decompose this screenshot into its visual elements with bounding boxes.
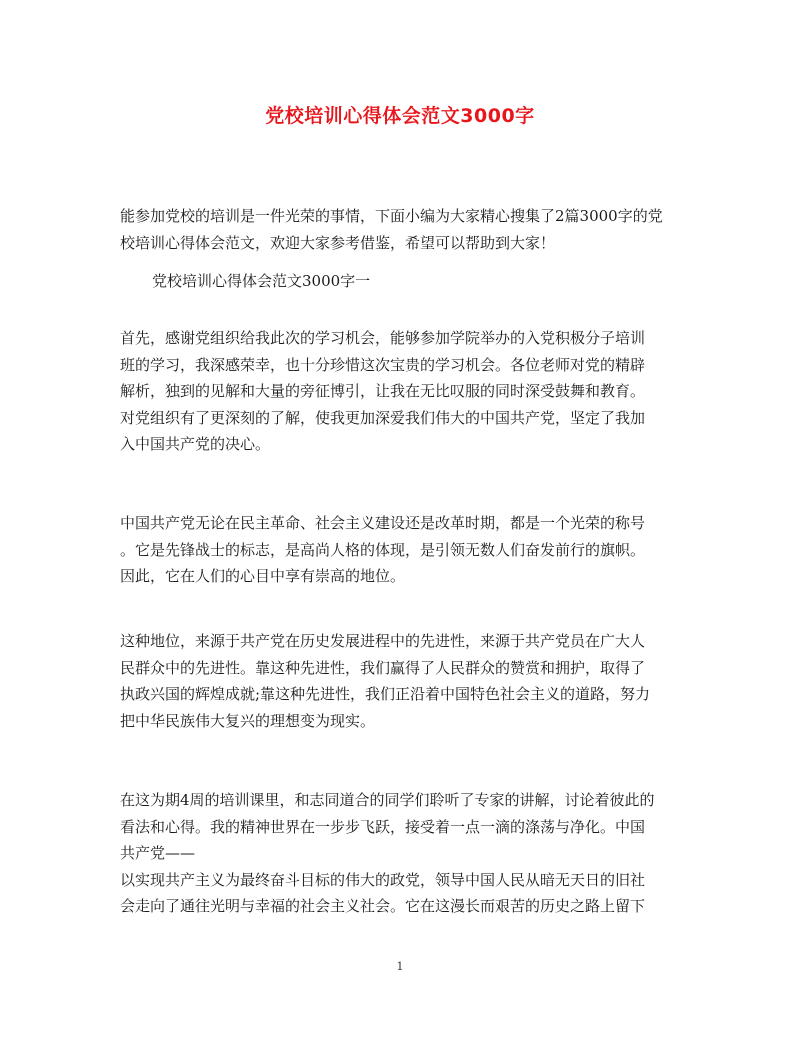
page-number: 1 <box>396 960 404 973</box>
text-line: 共产党—— <box>120 844 196 862</box>
text-line: 把中华民族伟大复兴的理想变为现实。 <box>120 711 376 730</box>
intro-paragraph <box>120 203 680 256</box>
text-line: 能参加党校的培训是一件光荣的事情，下面小编为大家精心搜集了2篇3000字的党 <box>120 207 663 225</box>
text-line: 民群众中的先进性。靠这种先进性，我们赢得了人民群众的赞赏和拥护，取得了 <box>120 658 646 677</box>
text-line: 校培训心得体会范文，欢迎大家参考借鉴，希望可以帮助到大家！ <box>120 233 556 252</box>
text-line: 以实现共产主义为最终奋斗目标的伟大的政党，领导中国人民从暗无天日的旧社 <box>120 870 646 889</box>
paragraph-4 <box>120 787 680 920</box>
text-line: 入中国共产党的决心。 <box>120 435 271 453</box>
text-line: 班的学习，我深感荣幸，也十分珍惜这次宝贵的学习机会。各位老师对党的精辟 <box>120 355 646 374</box>
text-line: 在这为期4周的培训课里，和志同道合的同学们聆听了专家的讲解，讨论着彼此的 <box>120 791 655 809</box>
text-line: 解析，独到的见解和大量的旁征博引，让我在无比叹服的同时深受鼓舞和教育。 <box>120 382 646 400</box>
text-line: 看法和心得。我的精神世界在一步步飞跃，接受着一点一滴的涤荡与净化。中国 <box>120 817 646 836</box>
text-line: 会走向了通往光明与幸福的社会主义社会。它在这漫长而艰苦的历史之路上留下 <box>120 897 646 915</box>
document-title: 党校培训心得体会范文3000字 <box>265 105 535 127</box>
text-line: 因此，它在人们的心目中享有崇高的地位。 <box>120 567 406 585</box>
paragraph-2 <box>120 510 680 590</box>
text-line: 对党组织有了更深刻的了解，使我更加深爱我们伟大的中国共产党，坚定了我加 <box>120 408 646 427</box>
text-line: 首先，感谢党组织给我此次的学习机会，能够参加学院举办的入党积极分子培训 <box>120 329 646 347</box>
text-line: 中国共产党无论在民主革命、社会主义建设还是改革时期，都是一个光荣的称号 <box>120 514 646 532</box>
section-subtitle: 党校培训心得体会范文3000字一 <box>152 272 371 290</box>
paragraph-1 <box>120 325 680 458</box>
paragraph-3 <box>120 628 680 734</box>
text-line: 执政兴国的辉煌成就;靠这种先进性，我们正沿着中国特色社会主义的道路，努力 <box>120 685 651 703</box>
text-line: 。它是先锋战士的标志，是高尚人格的体现，是引领无数人们奋发前行的旗帜。 <box>120 540 646 559</box>
text-line: 这种地位，来源于共产党在历史发展进程中的先进性，来源于共产党员在广大人 <box>120 632 646 650</box>
